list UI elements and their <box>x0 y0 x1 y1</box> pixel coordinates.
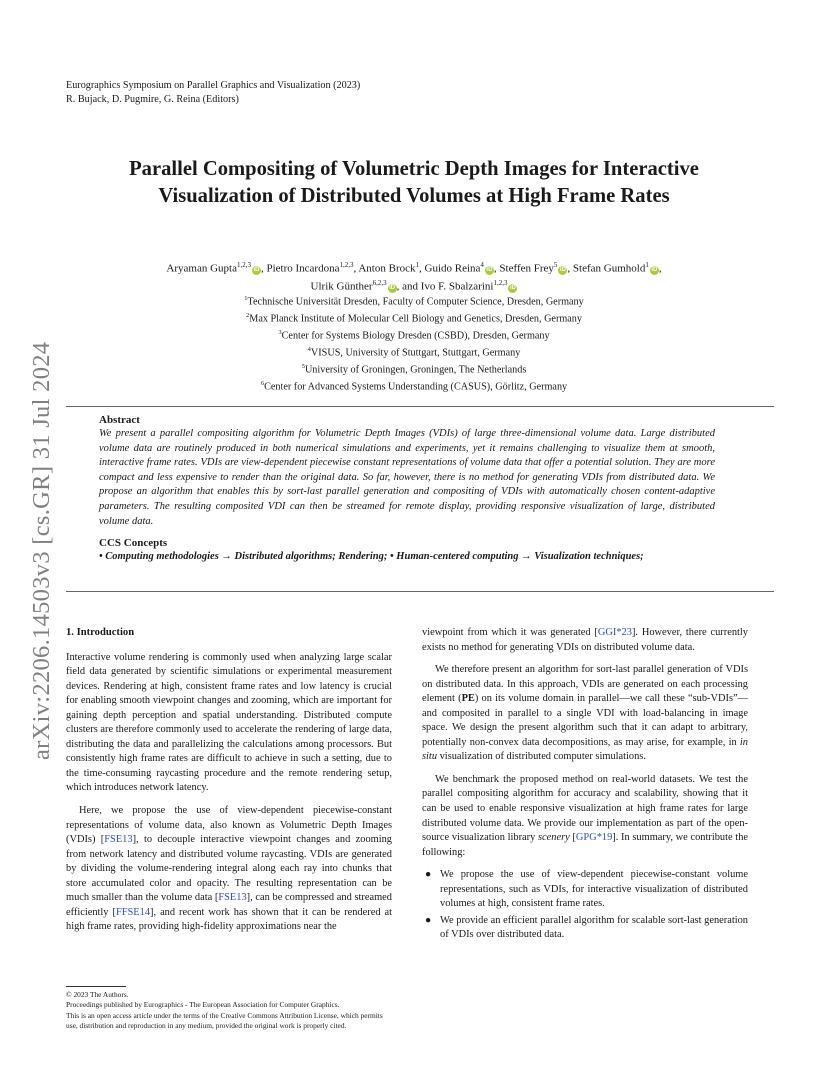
text-run: ], to decouple interactive viewpoint changes and zooming from network latency and distributed volume raycasting. VDIs are generated by dividing the volume-rendering integral along each ray into chunks that store accumulated color and opacity. The resulting representation can be much smaller than the volume data [ <box>66 834 392 904</box>
author-list <box>60 258 768 294</box>
author-name: , Anton Brock <box>353 262 416 275</box>
footer-line: © 2023 The Authors. <box>66 990 129 999</box>
affiliation <box>60 309 768 326</box>
author-line-1 <box>60 258 768 276</box>
text-run: [ <box>569 832 576 844</box>
list-item <box>422 868 748 912</box>
text-run: ]. However, there currently exists no method for generating VDIs on distributed volume data. <box>422 627 748 653</box>
author-name: , Steffen Frey <box>493 262 554 275</box>
intro-paragraph-1: Interactive volume rendering is commonly used when analyzing large scalar field data generated by scientific simulations or experimental measurement devices. Rendering at high, consistent frame rates and low latency is crucial for enabling smooth viewpoint changes and zooming, which are important for gaining depth perception and spatial understanding. Distributed compute clusters are therefore commonly used to accelerate the rendering of large data, distributing the data and parallelizing the calculations among processors. But consistently high frame rates are difficult to achieve in such a setting, due to the time-consuming raycasting procedure and the remote rendering setup, which introduces network latency. <box>66 651 392 794</box>
author-affil: 1,2,3 <box>339 261 354 269</box>
author-affil: 1,2,3 <box>236 261 251 269</box>
author-name: , and Ivo F. Sbalzarini <box>396 280 494 293</box>
affiliation <box>60 292 768 309</box>
author-affil: 6,2,3 <box>372 279 387 288</box>
intro-paragraph-2 <box>66 804 392 935</box>
affiliation <box>60 377 768 394</box>
citation-link[interactable]: FSE13 <box>218 892 247 904</box>
orcid-icon[interactable]: iD <box>559 266 566 273</box>
ccs-heading: CCS Concepts <box>99 537 168 550</box>
affiliation-number: 1 <box>244 295 248 302</box>
footer-line: Proceedings published by Eurographics - The European Association for Computer Graphics. <box>66 1000 340 1010</box>
author-name: , Guido Reina <box>419 262 481 275</box>
text-run: visualization of distributed computer simulations. <box>437 751 646 763</box>
author-affil: 1 <box>645 261 649 269</box>
abstract-heading: Abstract <box>99 414 140 426</box>
venue-line-1: Eurographics Symposium on Parallel Graphics and Visualization (2023) <box>66 80 361 91</box>
author-affil: 4 <box>480 261 484 269</box>
citation-link[interactable]: GGI*23 <box>597 627 632 638</box>
affiliation-text: Technische Universität Dresden, Faculty of Computer Science, Dresden, Germany <box>247 296 584 308</box>
citation-link[interactable]: FFSE14 <box>115 906 151 918</box>
list-item-text: We provide an efficient parallel algorithm for scalable sort-last generation of VDIs over distributed data. <box>440 914 748 941</box>
citation-link[interactable]: FSE13 <box>104 834 133 846</box>
list-item <box>422 914 748 943</box>
copyright-footer <box>66 990 392 1032</box>
author-name: Ulrik Günther <box>310 280 373 293</box>
right-paragraph-3 <box>422 773 748 860</box>
title-line-1: Parallel Compositing of Volumetric Depth Images for Interactive <box>129 158 699 180</box>
abstract-text: We present a parallel compositing algorithm for Volumetric Depth Images (VDIs) of large three-dimensional volume data. Large distributed volume data are routinely produced in both numerical simulations and experiments, yet it remains challenging to visualize them at smooth, interactive frame rates. VDIs are view-dependent piecewise constant representations of volume data that offer a potential solution. They are more compact and less expensive to render than the original data. So far, however, there is no method for generating VDIs from distributed data. We propose an algorithm that enables this by sort-last parallel generation and compositing of VDIs with automatically chosen content-adaptive parameters. The resulting composited VDI can then be streamed for remote display, providing responsive visualization of large, distributed volume data. <box>99 428 715 527</box>
orcid-icon[interactable]: iD <box>253 266 260 273</box>
author-name: Aryaman Gupta <box>166 262 237 275</box>
abstract-bottom-rule <box>66 591 774 592</box>
bullet-icon: ● <box>425 869 432 881</box>
affiliation-number: 6 <box>260 379 265 387</box>
affiliation <box>60 360 768 377</box>
orcid-icon[interactable]: iD <box>389 284 396 291</box>
left-column <box>66 626 392 943</box>
text-run: We therefore present an algorithm for sort-last parallel generation of VDIs on distributed data. In this approach, VDIs are generated on each processing element ( <box>422 664 748 705</box>
scenery-term: scenery <box>538 832 570 844</box>
affiliation-text: University of Groningen, Groningen, The Netherlands <box>304 364 527 376</box>
arxiv-stamp: arXiv:2206.14503v3 [cs.GR] 31 Jul 2024 <box>28 341 55 760</box>
bullet-icon: ● <box>425 914 432 926</box>
text-run: Here, we propose the use of view-dependent piecewise-constant representations of volume data, also known as Volumetric Depth Images (VDIs) [ <box>66 805 392 846</box>
right-column <box>422 626 748 945</box>
text-run: ]. In summary, we contribute the following: <box>422 832 749 858</box>
affiliation-text: VISUS, University of Stuttgart, Stuttgart, Germany <box>310 347 521 359</box>
venue-line-2: R. Bujack, D. Pugmire, G. Reina (Editors) <box>66 94 239 105</box>
text-run: viewpoint from which it was generated [ <box>422 627 598 638</box>
affiliation-text: Center for Systems Biology Dresden (CSBD), Dresden, Germany <box>281 330 550 342</box>
text-run: ], and recent work has shown that it can be rendered at high frame rates, providing high-fidelity approximations near the <box>66 906 392 933</box>
paper-title <box>60 156 768 210</box>
contribution-list <box>422 868 748 943</box>
right-paragraph-2 <box>422 663 748 765</box>
footer-rule <box>66 986 126 987</box>
venue-header <box>66 79 360 107</box>
orcid-icon[interactable]: iD <box>651 266 658 273</box>
pe-abbreviation: PE <box>461 693 475 705</box>
citation-link[interactable]: GPG*19 <box>575 832 613 844</box>
author-affil: 1,2,3 <box>493 279 508 288</box>
right-paragraph-1 <box>422 626 748 655</box>
orcid-icon[interactable]: iD <box>486 266 493 273</box>
text-run: ) on its volume domain in parallel—we call these “sub-VDIs”—and composited in parallel to a single VDI with load-balancing in image space. We design the present algorithm such that it can adapt to arbitrary, potentially non-convex data decompositions, as may arise, for example, in <box>422 693 748 748</box>
affiliation-number: 3 <box>278 328 282 336</box>
author-separator: , <box>658 262 662 275</box>
abstract-top-rule <box>66 406 774 407</box>
text-run: ], can be compressed and streamed efficiently [ <box>66 892 392 918</box>
author-name: , Pietro Incardona <box>260 262 340 275</box>
abstract-section <box>99 413 715 565</box>
author-affil: 1 <box>415 261 419 269</box>
orcid-icon[interactable]: iD <box>509 284 516 291</box>
in-situ-term: in situ <box>422 736 748 763</box>
section-heading-introduction: 1. Introduction <box>66 627 135 638</box>
title-line-2: Visualization of Distributed Volumes at High Frame Rates <box>158 185 670 207</box>
text-run: We benchmark the proposed method on real-world datasets. We test the parallel compositing algorithm for accuracy and scalability, showing that it can be used to enable responsive visualization at high frame rates for large distributed volume data. We provide our implementation as part of the open-source visualization library <box>422 773 748 844</box>
list-item-text: We propose the use of view-dependent piecewise-constant volume representations, such as VDIs, for interactive visualization of distributed volumes at high, consistent frame rates. <box>440 869 748 910</box>
affiliation <box>60 343 768 360</box>
affiliation <box>60 326 768 343</box>
author-affil: 5 <box>553 261 558 269</box>
affiliation-text: Max Planck Institute of Molecular Cell Biology and Genetics, Dresden, Germany <box>249 313 582 325</box>
affiliation-list <box>60 292 768 394</box>
affiliation-number: 4 <box>307 345 311 353</box>
affiliation-number: 2 <box>246 311 250 319</box>
footer-line: This is an open access article under the terms of the Creative Commons Attribution License, which permits use, distribution and reproduction in any medium, provided the original work is properly cited. <box>66 1010 383 1031</box>
affiliation-text: Center for Advanced Systems Understanding (CASUS), Görlitz, Germany <box>264 381 568 393</box>
affiliation-number: 5 <box>301 362 305 370</box>
ccs-text: • Computing methodologies → Distributed algorithms; Rendering; • Human-centered computing → Visualization techniques; <box>99 551 644 563</box>
author-name: , Stefan Gumhold <box>567 262 646 275</box>
